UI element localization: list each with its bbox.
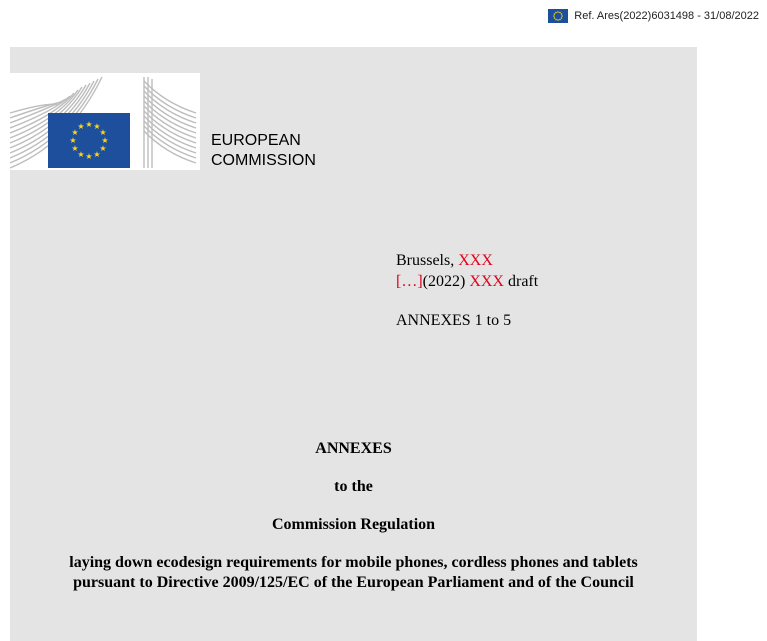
svg-text:★: ★: [99, 144, 107, 153]
european-commission-logo: [10, 73, 200, 170]
title-subject-line1: laying down ecodesign requirements for mobile phones, cordless phones and tablets: [69, 554, 638, 571]
reference-bracket: […]: [396, 273, 423, 290]
svg-text:★: ★: [85, 120, 93, 129]
date-placeholder: XXX: [458, 252, 493, 269]
svg-text:★: ★: [71, 128, 79, 137]
svg-text:★: ★: [101, 136, 109, 145]
document-title-block: [10, 439, 697, 593]
place-date-line: [396, 250, 538, 271]
institution-name: [211, 131, 316, 171]
svg-text:★: ★: [77, 150, 85, 159]
title-to-the: to the: [334, 478, 373, 495]
reference-stamp-text: Ref. Ares(2022)6031498 - 31/08/2022: [574, 10, 759, 22]
document-reference-line: [396, 271, 538, 292]
city-label: Brussels,: [396, 252, 459, 269]
reference-number-placeholder: XXX: [469, 273, 504, 290]
reference-suffix: draft: [503, 273, 539, 290]
title-subject-line2: pursuant to Directive 2009/125/EC of the European Parliament and of the Council: [73, 574, 634, 591]
reference-year: (2022): [422, 273, 470, 290]
title-regulation: Commission Regulation: [271, 516, 436, 533]
svg-text:★: ★: [71, 144, 79, 153]
title-annexes: ANNEXES: [315, 440, 392, 457]
annex-range: ANNEXES 1 to 5: [396, 312, 512, 329]
place-and-date: [396, 250, 538, 331]
institution-name-line1: EUROPEAN: [211, 132, 301, 149]
svg-text:★: ★: [69, 136, 77, 145]
svg-text:★: ★: [99, 128, 107, 137]
document-page: [10, 47, 697, 641]
svg-text:★: ★: [93, 122, 101, 131]
eu-flag-icon: [548, 9, 568, 23]
svg-text:★: ★: [77, 122, 85, 131]
institution-name-line2: COMMISSION: [211, 152, 316, 169]
commission-building-logo-icon: [10, 73, 200, 170]
svg-text:★: ★: [93, 150, 101, 159]
reference-stamp: [548, 9, 759, 23]
svg-text:★: ★: [85, 152, 93, 161]
